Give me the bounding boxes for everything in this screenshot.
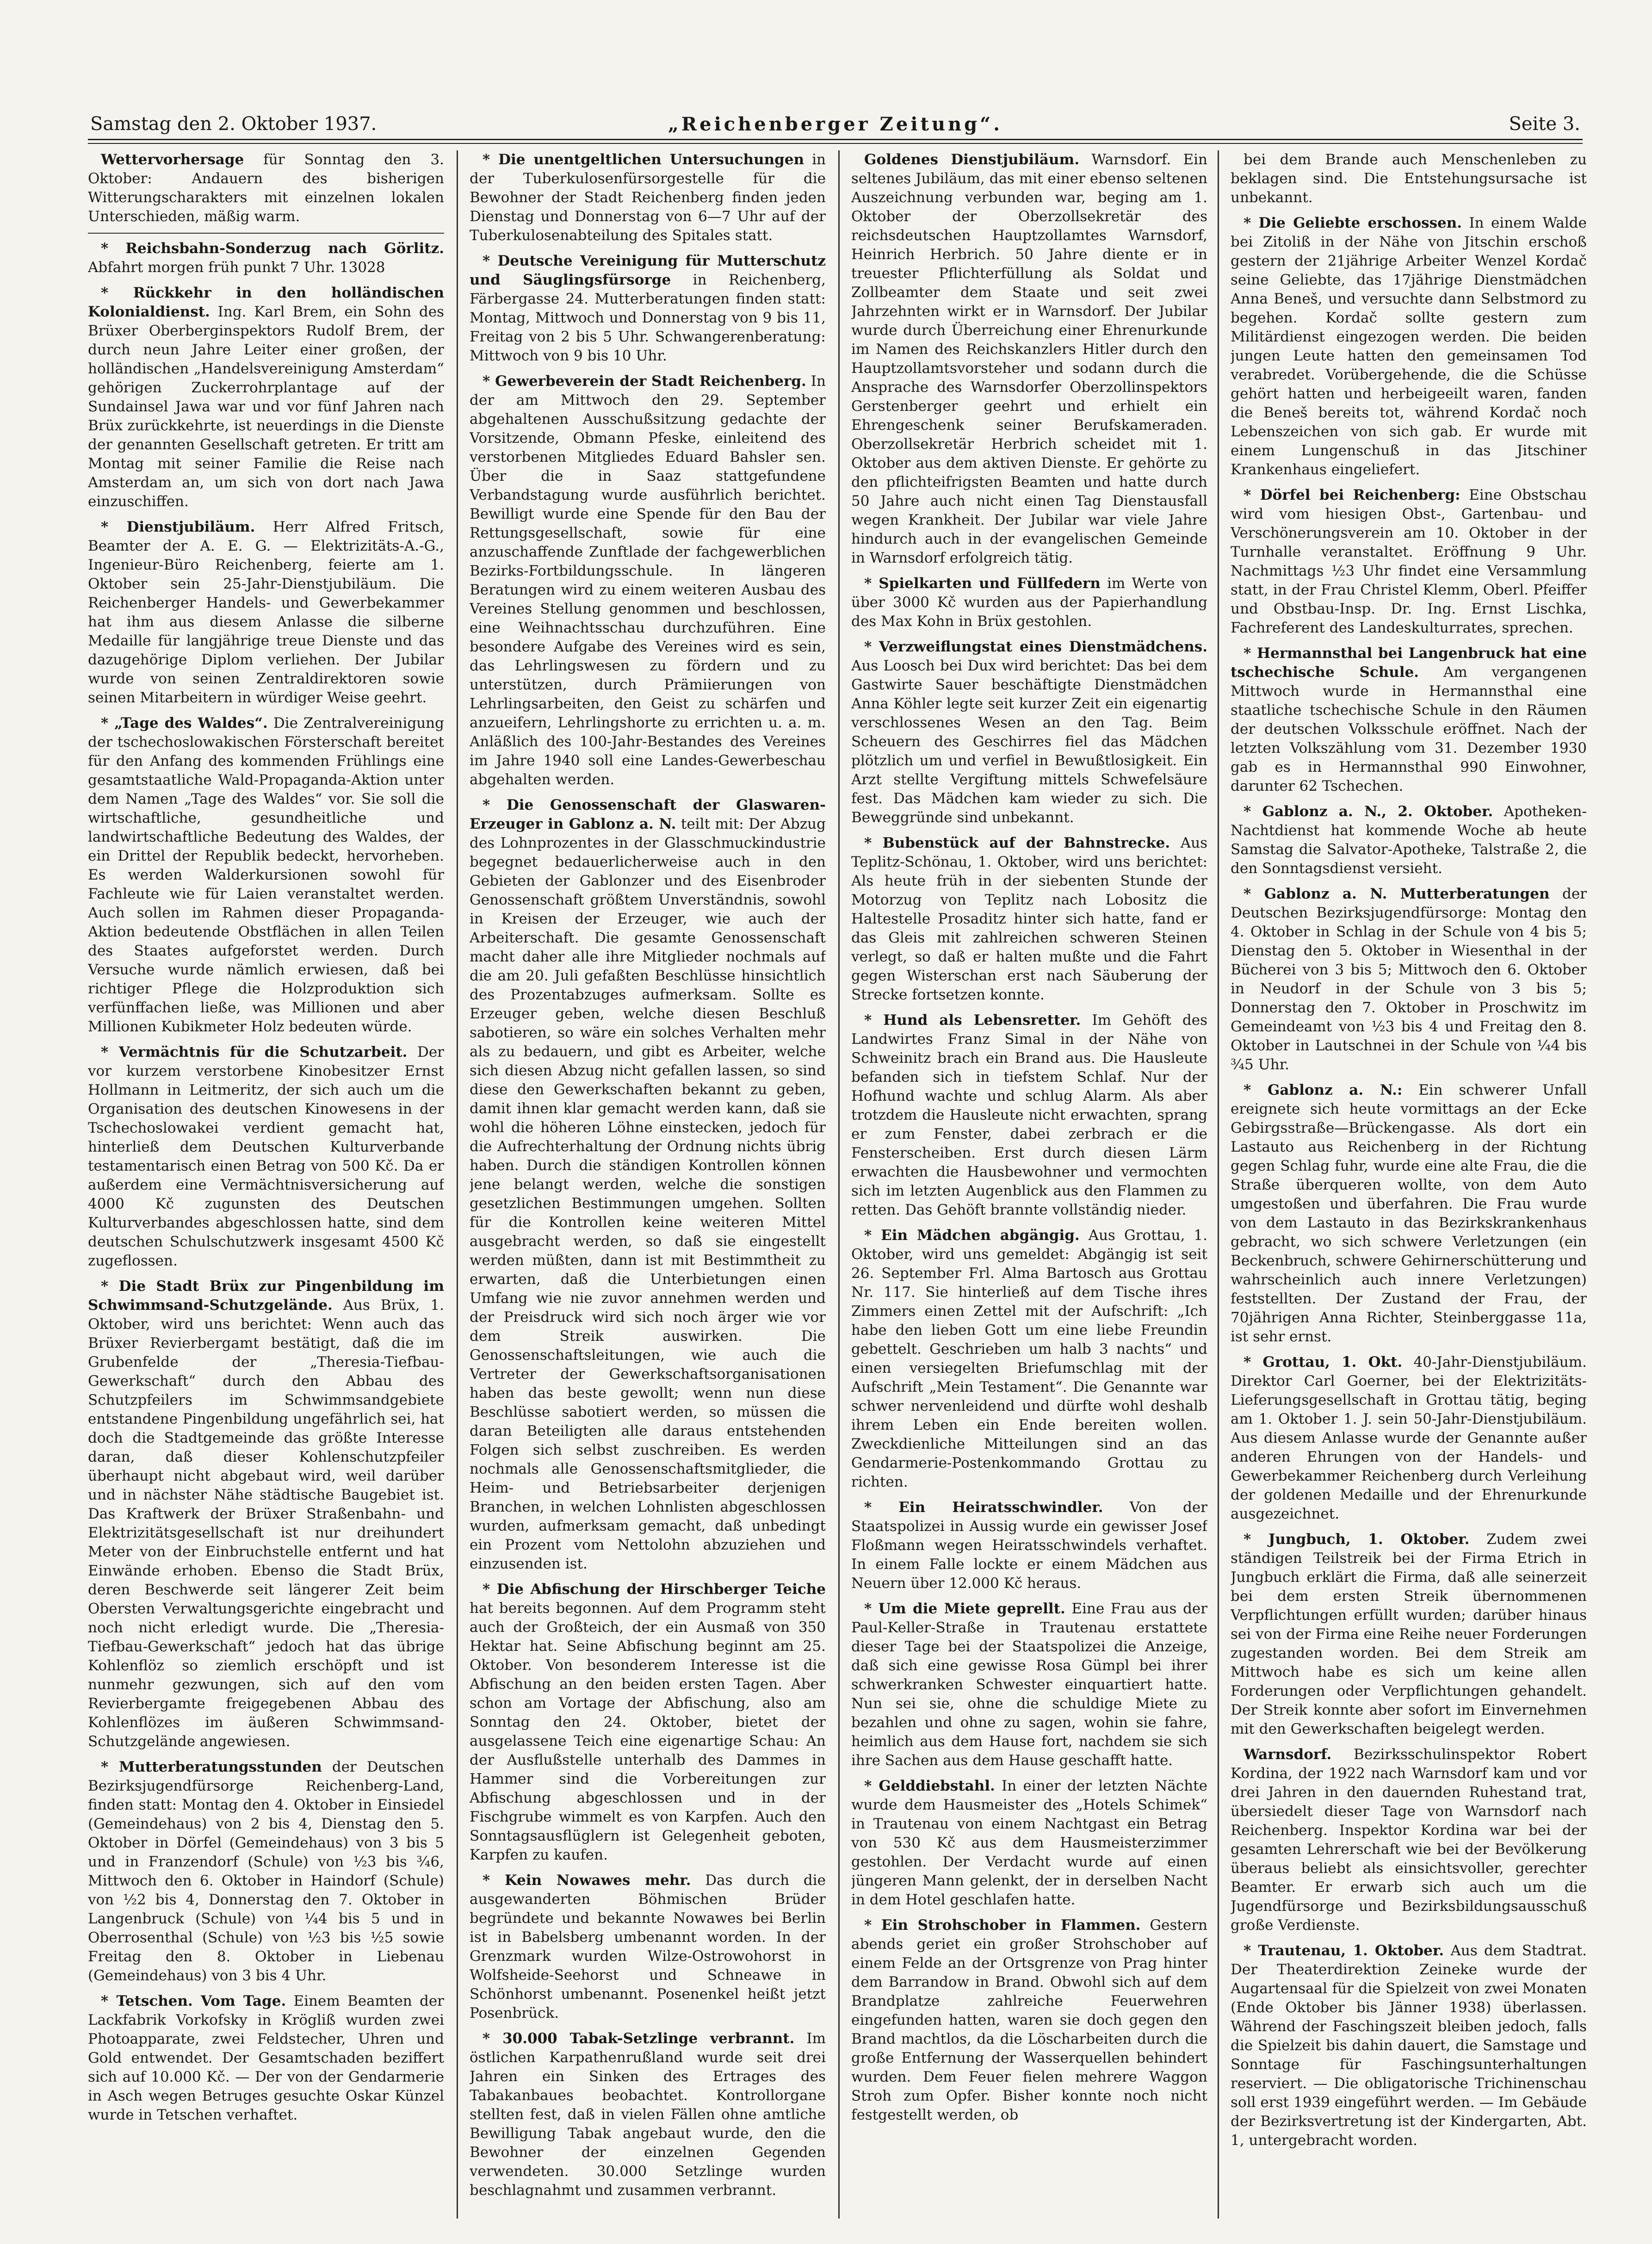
page-number: Seite 3.: [1509, 113, 1580, 135]
article-headline: * Die Stadt Brüx zur Pingenbildung im Schwimmsand-Schutzgelände.: [88, 1278, 444, 1314]
article-body: für Sonntag den 3. Oktober: Andauern des bisherigen Witterungscharakters mit einzelnen lokalen Unterschieden, mäßig warm.: [88, 151, 444, 225]
article-body: Aus Grottau, 1. Oktober, wird uns gemeldet: Abgängig ist seit 26. September Frl. Alma Bartosch aus Grottau Nr. 117. Sie hinterließ auf dem Tische ihres Zimmers einen Zettel mit der Aufschrift: „Ich habe den lieben Gott um eine liebe Freundin gebettelt. Geschrieben um halb 3 nachts“ und einen versiegelten Briefumschlag mit der Aufschrift „Mein Testament“. Die Genannte war schwer nervenleidend und dürfte wohl deshalb ihrem Leben ein Ende bereiten wollen. Zweckdienliche Mitteilungen sind an das Gendarmerie-Postenkommando Grottau zu richten.: [851, 1227, 1207, 1490]
article-body: Gestern abends geriet ein großer Strohschober auf einem Felde an der Ortsgrenze von Prag hinter dem Barrandow in Brand. Obwohl sich auf dem Brandplatze zahlreiche Feuerwehren eingefunden hatten, waren sie doch gegen den Brand machtlos, da die Löscharbeiten durch die große Entfernung der Wasserquellen behindert wurden. Dem Feuer fielen mehrere Waggon Stroh zum Opfer. Bisher konnte noch nicht festgestellt werden, ob: [851, 1917, 1207, 2123]
article-headline: * Gablonz a. N. Mutterberatungen: [1244, 886, 1550, 902]
article-headline: * Verzweiflungstat eines Dienstmädchens.: [864, 638, 1207, 655]
news-article: [851, 1599, 1207, 1770]
section-rule: [88, 233, 444, 234]
news-article: [1231, 150, 1587, 207]
article-headline: Goldenes Dienstjubiläum.: [864, 151, 1080, 168]
news-article: [88, 150, 444, 226]
news-article: [88, 239, 444, 277]
article-body: In einer der letzten Nächte wurde dem Hausmeister des „Hotels Schimek“ in Trautenau von einem Nachtgast ein Betrag von 530 Kč aus dem Hausmeisterzimmer gestohlen. Der Verdacht wurde auf einen jüngeren Mann gelenkt, der in derselben Nacht in dem Hotel geschlafen hatte.: [851, 1778, 1207, 1908]
article-headline: * Jungbuch, 1. Oktober.: [1244, 1531, 1470, 1548]
news-article: [851, 1226, 1207, 1492]
column-4: [1231, 150, 1587, 2219]
news-article: [470, 372, 826, 789]
article-headline: * Spielkarten und Füllfedern: [864, 575, 1101, 592]
news-article: [1231, 1081, 1587, 1346]
article-headline: * Dienstjubiläum.: [101, 519, 255, 535]
article-headline: * Trautenau, 1. Oktober.: [1244, 1942, 1444, 1959]
news-article: [851, 638, 1207, 827]
article-body: im Werte von über 3000 Kč wurden aus der Papierhandlung des Max Kohn in Brüx gestohlen.: [851, 575, 1207, 630]
news-article: [1231, 214, 1587, 479]
article-headline: * Rückkehr in den holländischen Kolonialdienst.: [88, 285, 444, 320]
news-article: [88, 1277, 444, 1751]
article-body: Bezirksschulinspektor Robert Kordina, der 1922 nach Warnsdorf kam und vor drei Jahren in den dauernden Ruhestand trat, übersiedelt dieser Tage von Warnsdorf nach Reichenberg. Inspektor Kordina war bei der gesamten Lehrerschaft wie bei der Bevölkerung überaus beliebt als einsichtsvoller, gerechter Beamter. Er erwarb sich auch um die Jugendfürsorge und Bezirksbildungsausschuß große Verdienste.: [1231, 1746, 1587, 1934]
news-article: [470, 1871, 826, 2023]
news-article: [88, 1992, 444, 2125]
article-headline: * Um die Miete geprellt.: [864, 1600, 1065, 1617]
news-article: [851, 574, 1207, 631]
article-headline: * „Tage des Waldes“.: [101, 715, 268, 731]
article-headline: * Ein Mädchen abgängig.: [864, 1227, 1080, 1244]
news-article: [851, 1498, 1207, 1593]
article-headline: * Die Geliebte erschossen.: [1244, 215, 1462, 231]
news-article: [470, 796, 826, 1574]
article-body: hat bereits begonnen. Auf dem Programm steht auch der Großteich, der ein Ausmaß von 350 Hektar hat. Seine Abfischung beginnt am 25. Oktober. Von besonderem Interesse ist die Abfischung an den beiden ersten Tagen. Aber schon am Vortage der Abfischung, also am Sonntag den 24. Oktober, bietet der ausgelassene Teich eine eigenartige Schau: An der Ausflußstelle unterhalb des Dammes in Hammer sind die Vorbereitungen zur Abfischung abgeschlossen und in der Fischgrube wimmelt es von Karpfen. Auch den Sonntagsausflüglern ist Gelegenheit geboten, Karpfen zu kaufen.: [470, 1600, 826, 1863]
article-body: Im Gehöft des Landwirtes Franz Simal in der Nähe von Schweinitz brach ein Brand aus. Die Hausleute befanden sich in tiefstem Schlaf. Nur der Hofhund wachte und schlug Alarm. Als aber trotzdem die Hausleute nicht erwachten, sprang er zum Fenster, dabei zerbrach er die Fensterscheiben. Erst durch diesen Lärm erwachten die Hausbewohner und vermochten sich im letzten Augenblick aus den Flammen zu retten. Das Gehöft brannte vollständig nieder.: [851, 1012, 1207, 1218]
article-headline: * Die Abfischung der Hirschberger Teiche: [483, 1581, 826, 1598]
header-rule: [88, 139, 1583, 144]
article-body: Die Zentralvereinigung der tschechoslowakischen Försterschaft bereitet für den Anfang des kommenden Frühlings eine gesamtstaatliche Wald-Propaganda-Aktion unter dem Namen „Tage des Waldes“ vor. Sie soll die wirtschaftliche, gesundheitliche und landwirtschaftliche Bedeutung des Waldes, der ein Drittel der Republik bedeckt, hervorheben. Es werden Walderkursionen sowohl für Fachleute wie für Laien veranstaltet werden. Auch sollen im Rahmen dieser Propaganda-Aktion bedeutende Obstflächen in allen Teilen des Staates aufgeforstet werden. Durch Versuche wurde nämlich erwiesen, daß bei richtiger Pflege die Holzproduktion sich verfünffachen ließe, was Millionen und aber Millionen Kubikmeter Holz bedeuten würde.: [88, 715, 444, 1035]
article-body: Das durch die ausgewanderten Böhmischen Brüder begründete und bekannte Nowawes bei Berlin ist in Babelsberg umbenannt worden. In der Grenzmark wurden Wilze-Ostrowohorst in Wolfsheide-Seehorst und Schneawe in Schönhorst umbenannt. Posenenkel heißt jetzt Posenbrück.: [470, 1872, 826, 2021]
article-headline: * Gablonz a. N., 2. Oktober.: [1244, 803, 1493, 820]
issue-date: Samstag den 2. Oktober 1937.: [90, 113, 377, 135]
article-body: der Deutschen Bezirksjugendfürsorge: Montag den 4. Oktober in Schlag in der Schule von 4 bis 5; Dienstag den 5. Oktober in Wiesenthal in der Bücherei von 3 bis 5; Mittwoch den 6. Oktober in Neudorf in der Schule von 3 bis 5; Donnerstag den 7. Oktober in Proschwitz im Gemeindeamt von ½3 bis 4 und Freitag den 8. Oktober in Lautschnei in der Schule von ¼4 bis ¾5 Uhr.: [1231, 886, 1587, 1073]
news-article: [1231, 644, 1587, 796]
article-body: Warnsdorf. Ein seltenes Jubiläum, das mit einer ebenso seltenen Auszeichnung verbunden war, beging am 1. Oktober der Oberzollsekretär des reichsdeutschen Hauptzollamtes Warnsdorf, Heinrich Herbrich. 50 Jahre diente er in treuester Pflichterfüllung als Soldat und Zollbeamter dem Staate und seit zwei Jahrzehnten wirkt er in Warnsdorf. Der Jubilar wurde durch Überreichung einer Ehrenurkunde im Namen des Reichskanzlers Hitler durch den Hauptzollamtsvorsteher und sodann durch die Ansprache des Warnsdorfer Oberzollinspektors Gerstenberger geehrt und erhielt ein Ehrengeschenk seiner Berufskameraden. Oberzollsekretär Herbrich scheidet mit 1. Oktober aus dem aktiven Dienste. Er gehörte zu den pflichteifrigsten Beamten und hatte durch 50 Jahre auch nicht einen Tag Dienstausfall wegen Krankheit. Der Jubilar war viele Jahre hindurch auch in der evangelischen Gemeinde in Warnsdorf erfolgreich tätig.: [851, 151, 1207, 566]
news-article: [470, 150, 826, 245]
article-body: Der vor kurzem verstorbene Kinobesitzer Ernst Hollmann in Leitmeritz, der sich auch um die Organisation des deutschen Kinowesens in der Tschechoslowakei verdient gemacht hat, hinterließ dem Deutschen Kulturverbande testamentarisch einen Betrag von 500 Kč. Da er außerdem eine Vermächtnisversicherung auf 4000 Kč zugunsten des Deutschen Kulturverbandes abgeschlossen hatte, sind dem deutschen Schulschutzwerk insgesamt 4500 Kč zugeflossen.: [88, 1044, 444, 1269]
news-article: [851, 1011, 1207, 1220]
news-article: [1231, 802, 1587, 878]
article-headline: * Bubenstück auf der Bahnstrecke.: [864, 835, 1170, 851]
article-body: Aus Teplitz-Schönau, 1. Oktober, wird uns berichtet: Als heute früh in der siebenten Stunde der Motorzug von Teplitz nach Lobositz die Haltestelle Prosaditz hinter sich hatte, fand er das Gleis mit zahlreichen schweren Steinen verlegt, so daß er halten mußte und die Fahrt gegen Wisterschan erst nach Säuberung der Strecke fortsetzen konnte.: [851, 835, 1207, 1003]
article-body: Eine Obstschau wird vom hiesigen Obst-, Gartenbau- und Verschönerungsverein am 10. Oktober in der Turnhalle veranstaltet. Eröffnung 9 Uhr. Nachmittags ½3 Uhr findet eine Versammlung statt, in der Frau Christel Klemm, Oberl. Pfeiffer und Obstbau-Insp. Dr. Ing. Ernst Lischka, Fachreferent des Landeskulturrates, sprechen.: [1231, 487, 1587, 636]
article-headline: * Dörfel bei Reichenberg:: [1244, 487, 1460, 503]
news-article: [851, 150, 1207, 568]
article-body: Eine Frau aus der Paul-Keller-Straße in Trautenau erstattete dieser Tage bei der Staatspolizei die Anzeige, daß sich eine gewisse Rosa Gümpl bei ihrer schwerkranken Schwester einquartiert hatte. Nun sei sie, ohne die schuldige Miete zu bezahlen und ohne zu sagen, wohin sie fahre, heimlich aus dem Hause fort, nachdem sie sich ihre Sachen aus dem Hause geschafft hatte.: [851, 1600, 1207, 1769]
news-article: [470, 1580, 826, 1865]
news-article: [851, 834, 1207, 1004]
page-header: [90, 113, 1580, 141]
columns-container: [88, 150, 1587, 2219]
article-body: Herr Alfred Fritsch, Beamter der A. E. G. — Elektrizitäts-A.-G., Ingenieur-Büro Reichenberg, feierte am 1. Oktober sein 25-Jahr-Dienstjubiläum. Die Reichenberger Handels- und Gewerbekammer hat ihm aus diesem Anlasse die silberne Medaille für langjährige treue Dienste und das dazugehörige Diplom verliehen. Der Jubilar wurde von seinen Zentraldirektoren sowie seinen Mitarbeitern in würdiger Weise geehrt.: [88, 519, 444, 706]
article-headline: * Gelddiebstahl.: [864, 1778, 995, 1794]
article-body: der Deutschen Bezirksjugendfürsorge Reichenberg-Land, finden statt: Montag den 4. Oktober in Einsiedel (Gemeindehaus) von 2 bis 4, Dienstag den 5. Oktober in Dörfel (Gemeindehaus) von 3 bis 5 und in Franzendorf (Schule) von ½3 bis ¾6, Mittwoch den 6. Oktober in Haindorf (Schule) von ½2 bis 4, Donnerstag den 7. Oktober in Langenbruck (Schule) von ¼4 bis 5 und in Oberrosenthal (Schule) von ½3 bis ½5 sowie Freitag den 8. Oktober in Liebenau (Gemeindehaus) von 3 bis 4 Uhr.: [88, 1759, 444, 1984]
news-article: [851, 1916, 1207, 2125]
news-article: [1231, 1353, 1587, 1524]
news-article: [88, 518, 444, 707]
article-body: Aus Loosch bei Dux wird berichtet: Das bei dem Gastwirte Sauer beschäftigte Dienstmädchen Anna Köhler legte seit kurzer Zeit ein eigenartig verschlossenes Wesen an den Tag. Beim Scheuern des Geschirres fiel das Mädchen plötzlich um und verfiel in Bewußtlosigkeit. Ein Arzt stellte Vergiftung mittels Schwefelsäure fest. Das Mädchen kam wieder zu sich. Die Beweggründe sind unbekannt.: [851, 657, 1207, 826]
article-body: Abfahrt morgen früh punkt 7 Uhr. 13028: [88, 259, 385, 276]
article-headline: * Hund als Lebensretter.: [864, 1012, 1081, 1029]
article-headline: * Ein Heiratsschwindler.: [864, 1499, 1103, 1516]
article-headline: * Gablonz a. N.:: [1244, 1082, 1403, 1098]
article-body: Apotheken-Nachtdienst hat kommende Woche ab heute Samstag die Salvator-Apotheke, Talstraße 2, die den Sonntagsdienst versieht.: [1231, 803, 1587, 877]
article-headline: * Vermächtnis für die Schutzarbeit.: [101, 1044, 408, 1060]
article-body: Aus Brüx, 1. Oktober, wird uns berichtet: Wenn auch das Brüxer Revierbergamt bestätigt, daß die im Grubenfelde der „Theresia-Tiefbau-Gewerkschaft“ durch den Abbau des Schutzpfeilers im Schwimmsandgebiete entstandene Pingenbildung ungefährlich sei, hat doch die Stadtgemeinde das größte Interesse daran, daß dieser Kohlenschutzpfeiler überhaupt nicht abgebaut wird, weil darüber und in nächster Nähe städtische Baugebiet ist. Das Kraftwerk der Brüxer Straßenbahn- und Elektrizitätsgesellschaft ist nur dreihundert Meter von der Einbruchstelle entfernt und hat Einwände erhoben. Ebenso die Stadt Brüx, deren Beschwerde seit längerer Zeit beim Obersten Verwaltungsgerichte eingebracht und noch nicht erledigt wurde. Die „Theresia-Tiefbau-Gewerkschaft“ jedoch hat das übrige Kohlenflöz so ziemlich erschöpft und ist nunmehr gezwungen, sich auf den vom Revierbergamte freigegebenen Abbau des Kohlenflözes im äußeren Schwimmsand-Schutzgelände angewiesen.: [88, 1297, 444, 1750]
article-headline: * Hermannsthal bei Langenbruck hat eine tschechische Schule.: [1231, 645, 1587, 681]
article-body: in Reichenberg, Färbergasse 24. Mutterberatungen finden statt: Montag, Mittwoch und Donnerstag von 9 bis 11, Freitag von 2 bis 5 Uhr. Schwangerenberatung: Mittwoch von 9 bis 10 Uhr.: [470, 272, 826, 364]
article-headline: * Kein Nowawes mehr.: [483, 1872, 691, 1889]
article-body: in der Tuberkulosenfürsorgestelle für die Bewohner der Stadt Reichenberg finden jeden Dienstag und Donnerstag von 6—7 Uhr auf der Tuberkulosenabteilung des Spitales statt.: [470, 151, 826, 244]
news-article: [88, 714, 444, 1036]
column-divider: [457, 150, 458, 2219]
news-article: [88, 1758, 444, 1985]
news-article: [470, 252, 826, 366]
article-headline: * Ein Strohschober in Flammen.: [864, 1917, 1141, 1934]
news-article: [1231, 1941, 1587, 2150]
masthead-title: „Reichenberger Zeitung“.: [668, 113, 1003, 135]
article-body: Von der Staatspolizei in Aussig wurde ein gewisser Josef Floßmann wegen Heiratsschwindels verhaftet. In einem Falle lockte er einem Mädchen aus Neuern über 12.000 Kč heraus.: [851, 1499, 1207, 1592]
article-body: 40-Jahr-Dienstjubiläum. Direktor Carl Goerner, bei der Elektrizitäts-Lieferungsgesellschaft in Grottau tätig, beging am 1. Oktober 1. J. sein 50-Jahr-Dienstjubiläum. Aus diesem Anlasse wurde der Genannte außer anderen Ehrungen von der Handels- und Gewerbekammer Reichenberg durch Verleihung der goldenen Medaille und der Ehrenurkunde ausgezeichnet.: [1231, 1354, 1587, 1522]
article-headline: * Gewerbeverein der Stadt Reichenberg.: [483, 373, 806, 390]
article-body: Ing. Karl Brem, ein Sohn des Brüxer Oberberginspektors Rudolf Brem, der durch neun Jahre Leiter einer großen, der holländischen „Handelsvereinigung Amsterdam“ gehörigen Zuckerrohrplantage auf der Sundainsel Jawa war und vor fünf Jahren nach Brüx zurückkehrte, ist neuerdings in die Dienste der genannten Gesellschaft getreten. Er tritt am Montag mit seiner Familie die Reise nach Amsterdam an, um sich von dort nach Jawa einzuschiffen.: [88, 304, 444, 510]
article-headline: * Grottau, 1. Okt.: [1244, 1354, 1403, 1370]
column-2: [470, 150, 826, 2219]
article-body: In einem Walde bei Zitoliß in der Nähe von Jitschin erschoß gestern der 21jährige Arbeiter Wenzel Kordač seine Geliebte, das 17jährige Dienstmädchen Anna Beneš, und versuchte dann Selbstmord zu begehen. Kordač sollte gestern zum Militärdienst eingezogen werden. Die beiden jungen Leute hatten den gemeinsamen Tod verabredet. Vorübergehende, die die Schüsse gehört hatten und herbeigeeilt waren, fanden die Beneš bereits tot, während Kordač noch Lebenszeichen von sich gab. Er wurde mit einem Lungenschuß in das Jitschiner Krankenhaus eingeliefert.: [1231, 215, 1587, 478]
article-body: bei dem Brande auch Menschenleben zu beklagen sind. Die Entstehungsursache ist unbekannt.: [1231, 151, 1587, 206]
news-article: [1231, 486, 1587, 638]
column-3: [851, 150, 1207, 2219]
article-headline: Wettervorhersage: [101, 151, 244, 168]
article-body: Ein schwerer Unfall ereignete sich heute vormittags an der Ecke Gebirgsstraße—Brückengasse. Als dort ein Lastauto aus Reichenberg in der Richtung gegen Schlag fuhr, wurde eine alte Frau, die die Straße überqueren wollte, von dem Auto umgestoßen und überfahren. Die Frau wurde von dem Lastauto in das Bezirkskrankenhaus gebracht, wo sich schwere Verletzungen (ein Beckenbruch, schwere Gehirnerschütterung und wahrscheinlich auch innere Verletzungen) feststellten. Der Zustand der Frau, der 70jährigen Anna Richter, Steinberggasse 11a, ist sehr ernst.: [1231, 1082, 1587, 1345]
article-headline: * Deutsche Vereinigung für Mutterschutz und Säuglingsfürsorge: [470, 253, 826, 288]
article-body: Im östlichen Karpathenrußland wurde seit drei Jahren ein Sinken des Ertrages des Tabakanbaues beobachtet. Kontrollorgane stellten fest, daß in vielen Fällen ohne amtliche Bewilligung Tabak angebaut wurde, den die Bewohner der einzelnen Gegenden verwendeten. 30.000 Setzlinge wurden beschlagnahmt und zusammen verbrannt.: [470, 2030, 826, 2199]
news-article: [470, 2029, 826, 2200]
news-article: [88, 284, 444, 511]
article-headline: * Mutterberatungsstunden: [101, 1759, 322, 1775]
news-article: [851, 1777, 1207, 1909]
news-article: [1231, 885, 1587, 1074]
article-body: In der am Mittwoch den 29. September abgehaltenen Ausschußsitzung gedachte der Vorsitzende, Obmann Pfeske, einleitend des verstorbenen Mitgliedes Eduard Bahsler sen. Über die in Saaz stattgefundene Verbandstagung wurde ausführlich berichtet. Bewilligt wurde eine Spende für den Bau der Rettungsgesellschaft, sowie für eine anzuschaffende Zunftlade der fachgewerblichen Bezirks-Fortbildungsschule. In längeren Beratungen wird zu einem weiteren Ausbau des Vereines Stellung genommen und beschlossen, eine Weihnachtsschau durchzuführen. Eine besondere Aufgabe des Vereines wird es sein, das Lehrlingswesen zu fördern und zu unterstützen, durch Prämiierungen von Lehrlingsarbeiten, den Geist zu schärfen und anzueifern, Lehrlingshorte zu errichten u. a. m. Anläßlich des 100-Jahr-Bestandes des Vereines im Jahre 1940 soll eine Landes-Gewerbeschau abgehalten werden.: [470, 373, 826, 788]
article-headline: * Tetschen. Vom Tage.: [101, 1993, 286, 2009]
column-1: [88, 150, 444, 2219]
column-divider: [838, 150, 840, 2219]
article-headline: * Die unentgeltlichen Untersuchungen: [483, 151, 804, 168]
article-body: Einem Beamten der Lackfabrik Vorkofsky in Krögliß wurden zwei Photoapparate, zwei Feldstecher, Uhren und Gold entwendet. Der Gesamtschaden beziffert sich auf 10.000 Kč. — Der von der Gendarmerie in Asch wegen Betruges gesuchte Oskar Künzel wurde in Tetschen verhaftet.: [88, 1993, 444, 2123]
news-article: [1231, 1745, 1587, 1935]
news-article: [88, 1043, 444, 1271]
article-body: teilt mit: Der Abzug des Lohnprozentes in der Glasschmuckindustrie begegnet bedauerlicherweise auch in den Gebieten der Gablonzer und des Eisenbroder Genossenschaft größtem Unverständnis, sowohl in Kreisen der Erzeuger, wie auch der Arbeiterschaft. Die gesamte Genossenschaft macht daher alle ihre Mitglieder nochmals auf die am 20. Juli gefaßten Beschlüsse hinsichtlich des Prozentabzuges aufmerksam. Sollte es Erzeuger geben, welche diesen Beschluß sabotieren, so wäre ein solches Verhalten mehr als zu bedauern, und gibt es Arbeiter, welche sich diesen Abzug nicht gefallen lassen, so sind diese den Gewerkschaften bekannt zu geben, damit ihnen klar gemacht werden kann, daß sie wohl die höheren Löhne einstecken, jedoch für die Aufrechterhaltung der Ordnung nichts übrig haben. Durch die ständigen Kontrollen können jene belangt werden, welche die sonstigen gesetzlichen Bestimmungen umgehen. Sollten für die Kontrollen keine weiteren Mittel ausgebracht werden, so daß sie eingestellt werden müßten, dann ist mit Bestimmtheit zu erwarten, daß die Unterbietungen einen Umfang wie nie zuvor annehmen werden und der Preisdruck wird sich noch ärger wie vor dem Streik auswirken. Die Genossenschaftsleitungen, wie auch die Vertreter der Gewerkschaftsorganisationen haben das beste gewollt; wenn nun diese Beschlüsse sabotiert werden, so müssen die daran Beteiligten alle daraus entstehenden Folgen sich selbst zuschreiben. Es werden nochmals alle Genossenschaftsmitglieder, die Heim- und Betriebsarbeiter derjenigen Branchen, in welchen Lohnlisten abgeschlossen wurden, aufmerksam gemacht, daß unbedingt ein Prozent vom Nettolohn abzuziehen und einzusenden ist.: [470, 816, 826, 1572]
article-body: Aus dem Stadtrat. Der Theaterdirektion Zeineke wurde der Augartensaal für die Spielzeit von zwei Monaten (Ende Oktober bis Jänner 1938) überlassen. Während der Faschingszeit bleiben jedoch, falls die Spielzeit bis dahin dauert, die Samstage und Sonntage für Faschingsunterhaltungen reserviert. — Die obligatorische Trichinenschau soll erst 1939 eingeführt werden. — Im Gebäude der Bezirksvertretung ist der Kindergarten, Abt. 1, untergebracht worden.: [1231, 1942, 1587, 2149]
article-headline: * 30.000 Tabak-Setzlinge verbrannt.: [483, 2030, 795, 2047]
column-divider: [1218, 150, 1219, 2219]
news-article: [1231, 1530, 1587, 1739]
article-headline: Warnsdorf.: [1244, 1746, 1332, 1763]
article-headline: * Die Genossenschaft der Glaswaren-Erzeuger in Gablonz a. N.: [470, 797, 826, 832]
article-body: Zudem zwei ständigen Teilstreik bei der Firma Etrich in Jungbuch erklärt die Firma, daß alle seinerzeit bei dem ersten Streik übernommenen Verpflichtungen erfüllt wurden; darüber hinaus sei von der Firma eine Reihe neuer Forderungen zugestanden worden. Bei dem Streik am Mittwoch habe es sich um keine allen Forderungen oder Verpflichtungen gehandelt. Der Streik konnte aber sofort im Einvernehmen mit den Gewerkschaften beigelegt werden.: [1231, 1531, 1587, 1737]
article-body: Am vergangenen Mittwoch wurde in Hermannsthal eine staatliche tschechische Schule in den Räumen der deutschen Volksschule eröffnet. Nach der letzten Volkszählung vom 31. Dezember 1930 gab es in Hermannsthal 990 Einwohner, darunter 62 Tschechen.: [1231, 664, 1587, 794]
article-headline: * Reichsbahn-Sonderzug nach Görlitz.: [101, 240, 444, 257]
